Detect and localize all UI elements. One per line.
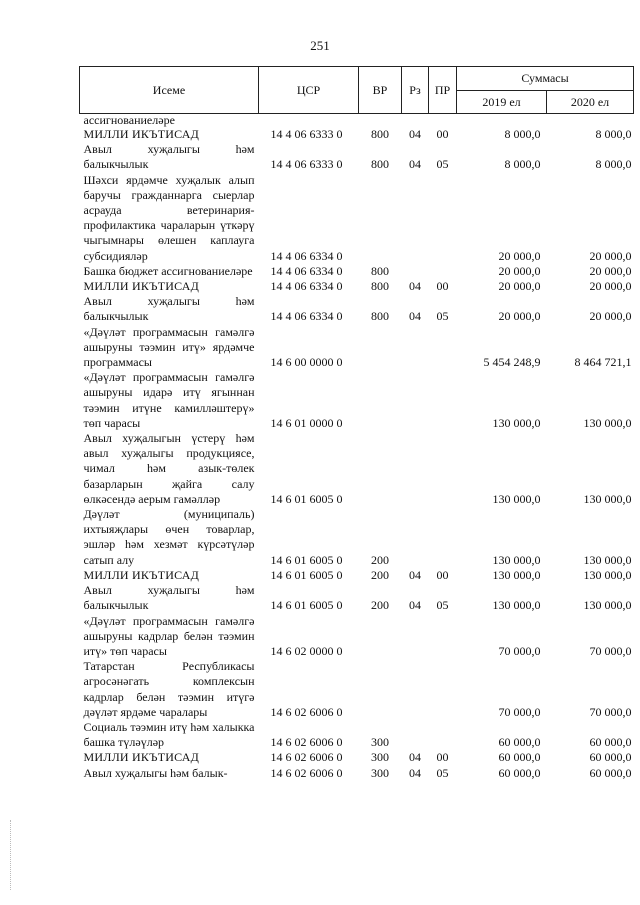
row-rz bbox=[402, 370, 429, 431]
row-csr: 14 6 02 6006 0 bbox=[270, 750, 343, 765]
row-rz: 04 bbox=[409, 567, 421, 582]
row-sum-2020: 60 000,0 bbox=[589, 765, 632, 780]
row-sum-2019: 8 000,0 bbox=[504, 157, 541, 172]
table-row bbox=[80, 294, 634, 324]
row-pr: 00 bbox=[436, 750, 449, 765]
row-pr bbox=[429, 659, 457, 720]
table-row bbox=[80, 370, 634, 431]
row-sum-2020: 60 000,0 bbox=[589, 750, 632, 765]
row-csr: 14 6 02 0000 0 bbox=[270, 643, 343, 658]
row-pr bbox=[429, 614, 457, 660]
row-sum-2019: 130 000,0 bbox=[492, 552, 541, 567]
row-vr: 300 bbox=[371, 735, 389, 750]
row-name: МИЛЛИ ИКЪТИСАД bbox=[83, 567, 199, 582]
row-pr bbox=[429, 507, 457, 568]
row-pr: 00 bbox=[436, 567, 449, 582]
row-sum-2020: 20 000,0 bbox=[589, 248, 632, 263]
row-name: «Дәүләт программасын гамәлгә ашыруны кадрлар белән тәэмин итү» төп чарасы bbox=[83, 613, 255, 658]
header-rz: Рз bbox=[402, 67, 429, 114]
row-rz: 04 bbox=[409, 309, 421, 324]
row-sum-2019 bbox=[457, 114, 547, 128]
row-name: МИЛЛИ ИКЪТИСАД bbox=[83, 127, 199, 141]
row-sum-2020: 20 000,0 bbox=[589, 279, 632, 294]
row-csr bbox=[259, 114, 359, 128]
row-vr bbox=[359, 614, 402, 660]
table-row bbox=[80, 279, 634, 294]
row-name: Авыл хуҗалыгы һәм балык- bbox=[83, 765, 228, 780]
row-sum-2020: 70 000,0 bbox=[589, 643, 632, 658]
row-pr bbox=[429, 325, 457, 371]
row-csr: 14 6 00 0000 0 bbox=[270, 355, 343, 370]
row-csr: 14 4 06 6334 0 bbox=[270, 248, 343, 263]
row-vr: 300 bbox=[371, 765, 389, 780]
table-row bbox=[80, 173, 634, 264]
table-row bbox=[80, 325, 634, 371]
row-csr: 14 6 02 6006 0 bbox=[270, 735, 343, 750]
row-vr: 300 bbox=[371, 750, 389, 765]
table-row bbox=[80, 583, 634, 613]
row-pr bbox=[429, 431, 457, 507]
row-rz bbox=[402, 659, 429, 720]
row-vr bbox=[359, 370, 402, 431]
table-body bbox=[80, 114, 634, 781]
row-sum-2020: 130 000,0 bbox=[583, 415, 632, 430]
row-sum-2020: 8 464 721,1 bbox=[574, 355, 632, 370]
row-pr bbox=[429, 114, 457, 128]
row-csr: 14 6 01 6005 0 bbox=[270, 491, 343, 506]
table-row bbox=[80, 720, 634, 750]
row-sum-2019: 20 000,0 bbox=[498, 248, 541, 263]
table-header bbox=[80, 67, 634, 114]
row-csr: 14 4 06 6334 0 bbox=[270, 263, 343, 278]
page-number: 251 bbox=[310, 38, 330, 53]
row-rz: 04 bbox=[409, 598, 421, 613]
table-row bbox=[80, 614, 634, 660]
row-name: Татарстан Республикасы агросәнәгать комплексын кадрлар белән тәэмин итүгә дәүләт ярдәме чаралары bbox=[83, 659, 255, 719]
row-sum-2019: 20 000,0 bbox=[498, 309, 541, 324]
row-sum-2019: 70 000,0 bbox=[498, 704, 541, 719]
margin-marks bbox=[10, 820, 13, 890]
row-sum-2020: 130 000,0 bbox=[583, 552, 632, 567]
row-rz bbox=[402, 614, 429, 660]
row-name: Авыл хуҗалыгы һәм балыкчылык bbox=[83, 583, 255, 613]
row-rz bbox=[402, 325, 429, 371]
table-row bbox=[80, 659, 634, 720]
row-name: Шәхси ярдәмче хуҗалык алып баручы гражданнарга сыерлар асрауда ветеринария-профилактика чараларын үткәрү чыгымнары өлешен каплауга субсидияләр bbox=[83, 172, 255, 263]
row-rz bbox=[402, 507, 429, 568]
row-pr: 05 bbox=[436, 157, 449, 172]
row-pr: 00 bbox=[436, 127, 449, 141]
row-csr: 14 6 01 0000 0 bbox=[270, 415, 343, 430]
table-row bbox=[80, 142, 634, 172]
row-csr: 14 4 06 6334 0 bbox=[270, 279, 343, 294]
row-sum-2020: 8 000,0 bbox=[595, 157, 632, 172]
row-sum-2019: 70 000,0 bbox=[498, 643, 541, 658]
row-sum-2019: 60 000,0 bbox=[498, 735, 541, 750]
row-name: ассигнованиеләре bbox=[83, 113, 175, 127]
row-vr: 800 bbox=[371, 309, 389, 324]
row-vr bbox=[359, 325, 402, 371]
row-rz bbox=[402, 264, 429, 279]
row-sum-2020: 8 000,0 bbox=[595, 127, 632, 141]
row-sum-2020: 130 000,0 bbox=[583, 567, 632, 582]
row-csr: 14 6 01 6005 0 bbox=[270, 567, 343, 582]
row-sum-2020: 130 000,0 bbox=[583, 598, 632, 613]
table-row bbox=[80, 766, 634, 781]
row-name: Социаль тәэмин итү һәм халыкка башка түләүләр bbox=[83, 719, 255, 750]
header-name: Исеме bbox=[80, 67, 259, 114]
row-name: МИЛЛИ ИКЪТИСАД bbox=[83, 279, 199, 294]
row-sum-2019: 60 000,0 bbox=[498, 765, 541, 780]
row-name: Авыл хуҗалыгын үстерү һәм авыл хуҗалыгы продукциясе, чимал һәм азык-төлек базарларын җайга салу өлкәсендә аерым гамәлләр bbox=[83, 431, 255, 506]
table-row bbox=[80, 750, 634, 765]
row-csr: 14 4 06 6333 0 bbox=[270, 127, 343, 141]
table-row bbox=[80, 507, 634, 568]
row-pr: 05 bbox=[436, 765, 449, 780]
row-name: Авыл хуҗалыгы һәм балыкчылык bbox=[83, 294, 255, 324]
row-vr: 200 bbox=[371, 598, 389, 613]
row-vr: 800 bbox=[371, 157, 389, 172]
row-rz: 04 bbox=[409, 127, 421, 141]
row-vr bbox=[359, 431, 402, 507]
header-vr: ВР bbox=[359, 67, 402, 114]
row-sum-2019: 8 000,0 bbox=[504, 127, 541, 141]
row-name: Дәүләт (муниципаль) ихтыяҗлары өчен товарлар, эшләр һәм хезмәт күрсәтүләр сатып алу bbox=[83, 507, 255, 567]
row-sum-2019: 60 000,0 bbox=[498, 750, 541, 765]
header-sums: Суммасы bbox=[457, 67, 634, 91]
row-vr bbox=[359, 114, 402, 128]
row-csr: 14 6 02 6006 0 bbox=[270, 704, 343, 719]
row-name: Башка бюджет ассигнованиеләре bbox=[83, 263, 253, 278]
row-pr: 00 bbox=[436, 279, 449, 294]
row-vr: 800 bbox=[371, 127, 389, 141]
row-rz bbox=[402, 173, 429, 264]
row-sum-2020: 70 000,0 bbox=[589, 704, 632, 719]
row-vr: 200 bbox=[371, 552, 389, 567]
row-sum-2019: 20 000,0 bbox=[498, 263, 541, 278]
row-csr: 14 6 01 6005 0 bbox=[270, 598, 343, 613]
table-row bbox=[80, 431, 634, 507]
row-pr bbox=[429, 173, 457, 264]
row-sum-2020: 20 000,0 bbox=[589, 309, 632, 324]
header-year-2019: 2019 ел bbox=[457, 91, 547, 114]
row-rz bbox=[402, 114, 429, 128]
row-rz: 04 bbox=[409, 750, 421, 765]
row-sum-2020: 20 000,0 bbox=[589, 263, 632, 278]
row-csr: 14 6 01 6005 0 bbox=[270, 552, 343, 567]
row-sum-2020 bbox=[547, 114, 634, 128]
row-name: МИЛЛИ ИКЪТИСАД bbox=[83, 750, 199, 765]
table-row bbox=[80, 114, 634, 128]
row-rz bbox=[402, 431, 429, 507]
row-vr: 200 bbox=[371, 567, 389, 582]
row-name: Авыл хуҗалыгы һәм балыкчылык bbox=[83, 142, 255, 172]
row-pr bbox=[429, 264, 457, 279]
row-rz: 04 bbox=[409, 765, 421, 780]
row-vr bbox=[359, 173, 402, 264]
header-year-2020: 2020 ел bbox=[547, 91, 634, 114]
row-rz bbox=[402, 720, 429, 750]
header-csr: ЦСР bbox=[259, 67, 359, 114]
table-row bbox=[80, 127, 634, 142]
row-sum-2019: 20 000,0 bbox=[498, 279, 541, 294]
row-rz: 04 bbox=[409, 279, 421, 294]
row-pr: 05 bbox=[436, 309, 449, 324]
row-sum-2020: 60 000,0 bbox=[589, 735, 632, 750]
row-vr: 800 bbox=[371, 263, 389, 278]
row-vr bbox=[359, 659, 402, 720]
row-vr: 800 bbox=[371, 279, 389, 294]
row-csr: 14 6 02 6006 0 bbox=[270, 765, 343, 780]
row-pr: 05 bbox=[436, 598, 449, 613]
row-sum-2019: 130 000,0 bbox=[492, 491, 541, 506]
budget-table bbox=[79, 66, 634, 781]
row-pr bbox=[429, 720, 457, 750]
row-sum-2019: 130 000,0 bbox=[492, 598, 541, 613]
row-csr: 14 4 06 6334 0 bbox=[270, 309, 343, 324]
row-name: «Дәүләт программасын гамәлгә ашыруны идарә итү ягыннан тәэмин итүне камилләштерү» төп чарасы bbox=[83, 370, 255, 430]
row-rz: 04 bbox=[409, 157, 421, 172]
table-row bbox=[80, 568, 634, 583]
row-sum-2020: 130 000,0 bbox=[583, 491, 632, 506]
table-row bbox=[80, 264, 634, 279]
row-name: «Дәүләт программасын гамәлгә ашыруны тәэмин итү» ярдәмче программасы bbox=[83, 324, 255, 370]
row-sum-2019: 130 000,0 bbox=[492, 567, 541, 582]
header-pr: ПР bbox=[429, 67, 457, 114]
row-pr bbox=[429, 370, 457, 431]
row-sum-2019: 130 000,0 bbox=[492, 415, 541, 430]
row-sum-2019: 5 454 248,9 bbox=[483, 355, 541, 370]
row-csr: 14 4 06 6333 0 bbox=[270, 157, 343, 172]
